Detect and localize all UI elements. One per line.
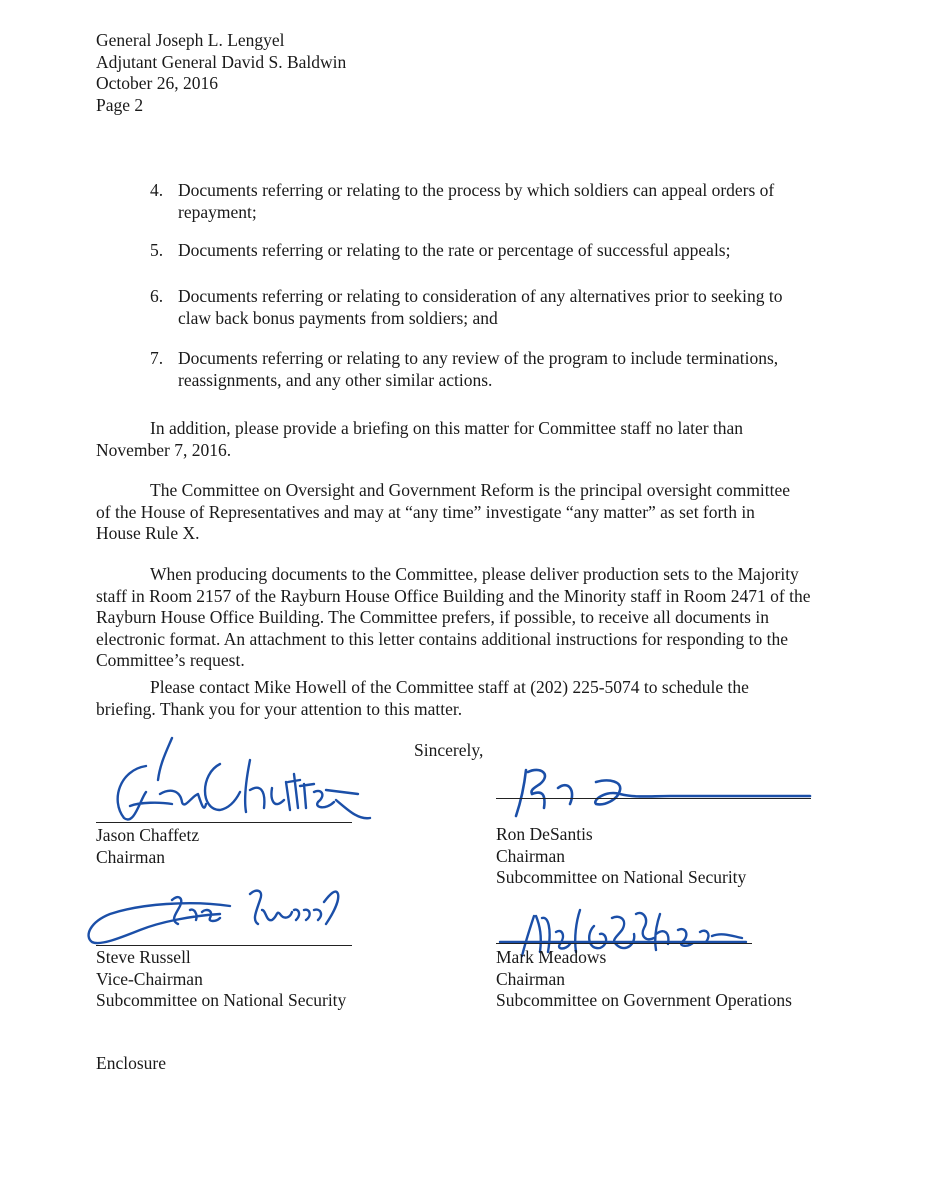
list-item-number: 6. xyxy=(150,286,164,306)
contact-paragraph: Please contact Mike Howell of the Committee staff at (202) 225-5074 to schedule the briefing. Thank you for your attention to this matter. xyxy=(96,677,749,719)
signatory-name: Steve Russell xyxy=(96,947,191,967)
signature-line xyxy=(96,945,352,946)
list-item xyxy=(150,180,810,223)
signatory-subtitle: Subcommittee on National Security xyxy=(496,867,747,887)
header-page-number: Page 2 xyxy=(96,94,144,115)
list-item xyxy=(150,240,810,262)
list-item-text: Documents referring or relating to any review of the program to include terminations, reassignments, and any other similar actions. xyxy=(178,348,779,390)
list-item-number: 4. xyxy=(150,180,164,200)
signature-line xyxy=(96,822,352,823)
list-item-text: Documents referring or relating to the rate or percentage of successful appeals; xyxy=(178,240,731,260)
header-recipient-2: Adjutant General David S. Baldwin xyxy=(96,51,347,72)
signatory-name: Jason Chaffetz xyxy=(96,825,200,845)
signature-line xyxy=(496,798,811,799)
signatory-subtitle: Subcommittee on Government Operations xyxy=(496,990,792,1010)
list-item-number: 7. xyxy=(150,348,164,368)
signatory-russell xyxy=(96,947,346,1012)
letter-header xyxy=(96,30,346,116)
header-date: October 26, 2016 xyxy=(96,73,218,93)
signatory-title: Chairman xyxy=(496,968,566,989)
signatory-meadows xyxy=(496,947,792,1012)
signature-desantis xyxy=(510,760,830,830)
briefing-paragraph: In addition, please provide a briefing on this matter for Committee staff no later than November 7, 2016. xyxy=(96,418,744,460)
signatory-name: Mark Meadows xyxy=(496,947,607,967)
signatory-name: Ron DeSantis xyxy=(496,824,593,844)
header-recipient-1: General Joseph L. Lengyel xyxy=(96,30,285,50)
enclosure-note: Enclosure xyxy=(96,1053,166,1073)
closing-salutation: Sincerely, xyxy=(414,740,484,760)
signatory-title: Vice-Chairman xyxy=(96,968,203,989)
production-instructions-paragraph: When producing documents to the Committee, please deliver production sets to the Majority staff in Room 2157 of the Rayburn House Office Building and the Minority staff in Room 2471 of the Rayburn House Office Building. The Committee prefers, if possible, to receive all documents in electronic format. An attachment to this letter contains additional instructions for responding to the Committee’s request. xyxy=(96,564,811,670)
signature-chaffetz xyxy=(100,730,370,830)
list-item xyxy=(150,348,810,391)
signatory-title: Chairman xyxy=(496,845,566,866)
list-item-text: Documents referring or relating to the process by which soldiers can appeal orders of repayment; xyxy=(178,180,775,222)
committee-authority-paragraph: The Committee on Oversight and Government Reform is the principal oversight committee of the House of Representatives and may at “any time” investigate “any matter” as set forth in House Rule X. xyxy=(96,480,791,543)
list-item-text: Documents referring or relating to consideration of any alternatives prior to seeking to claw back bonus payments from soldiers; and xyxy=(178,286,783,328)
signatory-subtitle: Subcommittee on National Security xyxy=(96,990,347,1010)
list-item-number: 5. xyxy=(150,240,164,260)
signatory-title: Chairman xyxy=(96,846,166,867)
signatory-chaffetz xyxy=(96,825,199,868)
signatory-desantis xyxy=(496,824,746,889)
signature-line xyxy=(496,943,752,944)
list-item xyxy=(150,286,790,329)
